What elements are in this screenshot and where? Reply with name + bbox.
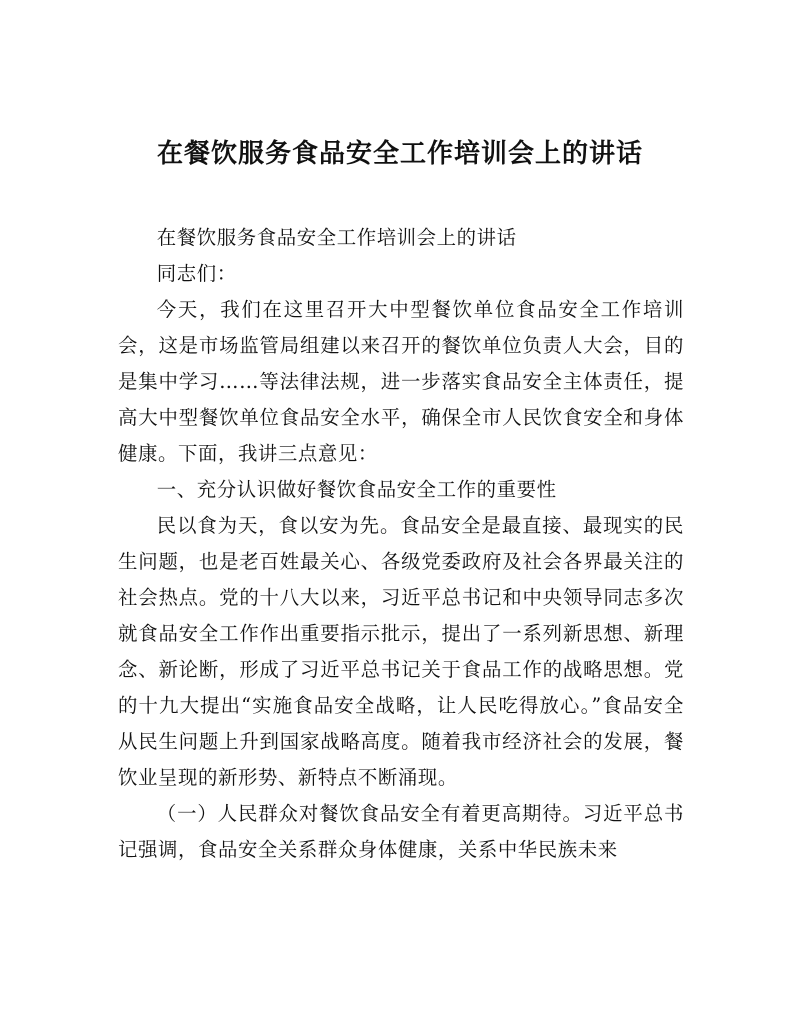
section-heading-1: 一、充分认识做好餐饮食品安全工作的重要性 [156, 478, 557, 501]
paragraph-importance: 民以食为天，食以安为先。食品安全是最直接、最现实的民生问题，也是老百姓最关心、各级党委政府及社会各界最关注的社会热点。党的十八大以来，习近平总书记和中央领导同志多次就食品安全工作作出重要指示批示，提出了一系列新思想、新理念、新论断，形成了习近平总书记关于食品工作的战略思想。党的十九大提出“实施食品安全战略，让人民吃得放心。”食品安全从民生问题上升到国家战略高度。随着我市经济社会的发展，餐饮业呈现的新形势、新特点不断涌现。 [118, 514, 684, 789]
document-title: 在餐饮服务食品安全工作培训会上的讲话 [156, 139, 643, 169]
paragraph-subtitle: 在餐饮服务食品安全工作培训会上的讲话 [156, 226, 517, 249]
document-body [118, 220, 684, 868]
paragraph-subpoint-1: （一）人民群众对餐饮食品安全有着更高期待。习近平总书记强调，食品安全关系群众身体健康，关系中华民族未来 [118, 802, 684, 861]
paragraph-intro: 今天，我们在这里召开大中型餐饮单位食品安全工作培训会，这是市场监管局组建以来召开的餐饮单位负责人大会，目的是集中学习……等法律法规，进一步落实食品安全主体责任，提高大中型餐饮单位食品安全水平，确保全市人民饮食安全和身体健康。下面，我讲三点意见： [118, 298, 684, 465]
paragraph-salutation: 同志们： [156, 262, 237, 285]
